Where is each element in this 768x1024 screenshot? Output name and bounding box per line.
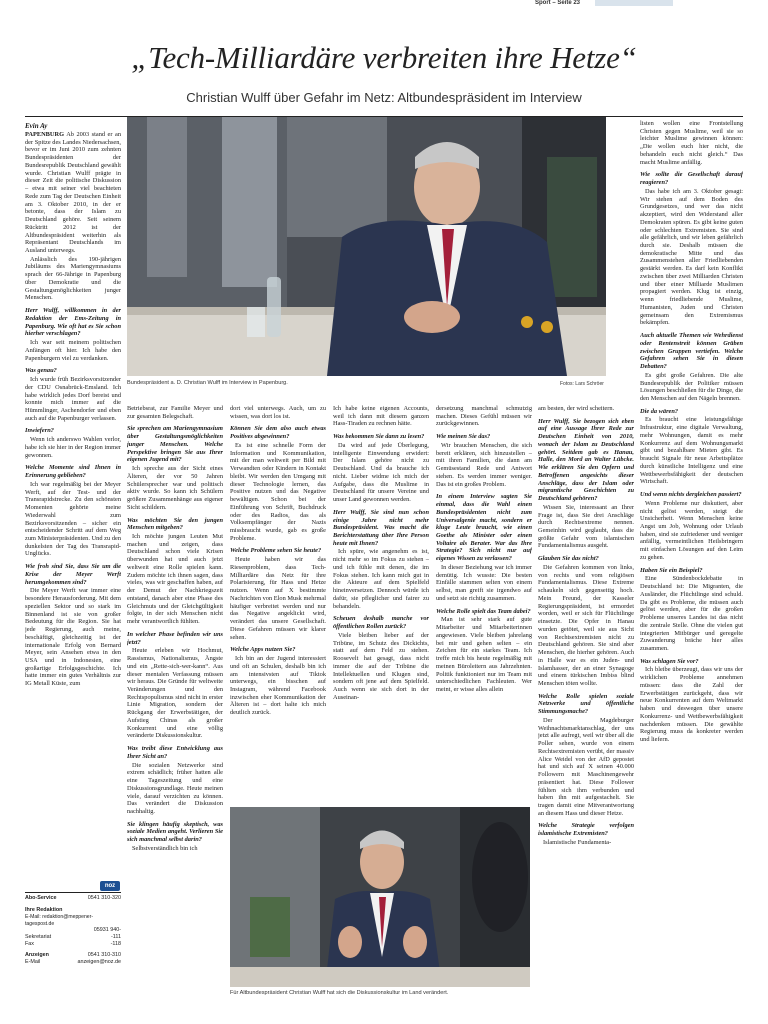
question: Herr Wulff, Sie sind nun schon einige Jahre nicht mehr Bundespräsident. Was macht die Berichterstattung über Ihre Person heute mit Ihnen?: [333, 508, 429, 547]
author-byline: Evin Ay: [25, 122, 48, 130]
question: Auch aktuelle Themen wie Wehrdienst oder Rentenstreit können Gräben zwischen Gruppen vertiefen. Welche Gefahren sehen Sie in diesen Debatten?: [640, 332, 743, 371]
question: Welche Apps nutzen Sie?: [230, 646, 296, 654]
question: Welche Probleme sehen Sie heute?: [230, 547, 322, 555]
question: Welche Rolle spielt das Team dabei?: [436, 607, 531, 615]
question: Scheuen deshalb manche vor öffentlichen Rollen zurück?: [333, 615, 429, 631]
question: Wie froh sind Sie, dass Sie um die Krise der Meyer Werft herumgekommen sind?: [25, 563, 121, 586]
photo1-caption: Bundespräsident a. D. Christian Wulff im Interview in Papenburg.: [127, 380, 288, 386]
headline: „Tech-Milliardäre verbreiten ihre Hetze“: [131, 40, 637, 75]
question: Herr Wulff, Sie bezogen sich eben auf eine Aussage Ihrer Rede zur Deutschen Einheit von 2010, wonach der Islam zu Deutschland gehört. Seitdem gab es Hanau, Halle, den Mord an Walter Lübcke. Wie erklären Sie den Opfern und Betroffenen angesichts dieser Anschläge, dass der Islam oder migrantische Geschichten zu Deutschland gehören?: [538, 417, 634, 503]
service-box: Abo-Service 0541 310-320 Ihre Redaktion E-Mail: redaktion@meppener-tagespost.de 05931 940- Sekretariat -111 Fax -118 Anzeigen 0541 310-310 E-Mail anzeigen@noz.de: [25, 895, 121, 966]
dateline: PAPENBURG: [25, 131, 65, 138]
question: Was möchten Sie den jungen Menschen mitgeben?: [127, 516, 223, 532]
interview-photo-second: [230, 807, 530, 987]
question: Was bekommen Sie dann zu lesen?: [333, 433, 425, 441]
question: Wie meinen Sie das?: [436, 433, 491, 441]
article-column-2: Betriebsrat, zur Familie Meyer und zur gesamten Belegschaft. Sie sprechen am Mariengymnasium über Gestaltungsmöglichkeiten junger Menschen. Welche Perspektive bringen Sie aus Ihrer eigenen Jugend mit? Ich spreche aus der Sicht eines Älteren, der vor 50 Jahren Schülersprecher war und politisch aktiv wurde. So kann ich Schülern größere Zusammenhänge aus eigener Sicht schildern. Was möchten Sie den jungen Menschen mitgeben? Ich möchte jungen Leuten Mut machen und zeigen, dass Deutschland schon viele Krisen überwunden hat und auch jetzt weltweit eine Rolle spielen kann. Zudem möchte ich ihnen sagen, dass vieles, was wir geschaffen haben, auf der Demut der Nachkriegszeit entstand, danach aber eine Phase des Gleichmuts und der Gleichgültigkeit folgte, in der sich Menschen nicht mehr verantwortlich fühlten. In welcher Phase befinden wir uns jetzt? Heute erleben wir Hochmut, Rassismus, Nationalismus, Ängste und ein „Rette-sich-wer-kann“. Aus dieser mentalen Verfassung müssen wir heraus. Die Gründe für weltweite Veränderungen und den Rechtspopulismus sind nicht in erster Linie Migration, sondern der Rückgang der Erwerbstätigen, der Aufstieg Chinas als großer Konkurrent und eine völlig veränderte Diskussionskultur. Was treibt diese Entwicklung aus Ihrer Sicht an? Die sozialen Netzwerke sind extrem schädlich; früher hatten alle eine Tageszeitung und eine Diskussionsgrundlage. Heute meinen viele, darauf verzichten zu können. Das verändert die Diskussion nachhaltig. Sie klingen häufig skeptisch, was soziale Medien angeht. Verlieren Sie sich manchmal selbst darin? Selbstverständlich bin ich: [127, 405, 223, 852]
photo2-caption: Für Altbundespräsident Christian Wulff hat sich die Diskussionskultur im Land verändert.: [230, 990, 449, 996]
question: Welche Rolle spielen soziale Netzwerke und öffentliche Stimmungsmache?: [538, 692, 634, 716]
section-label: Sport – Seite 23: [535, 0, 581, 6]
question: In welcher Phase befinden wir uns jetzt?: [127, 630, 223, 646]
question: Sie sprechen am Mariengymnasium über Gestaltungsmöglichkeiten junger Menschen. Welche Perspektive bringen Sie aus Ihrer eigenen Jugend mit?: [127, 425, 223, 464]
interview-photo-main: [127, 117, 606, 376]
article-column-3: dort viel unterwegs. Auch, um zu wissen, was dort los ist. Können Sie dem also auch etwas Positives abgewinnen? Es ist eine schnelle Form der Information und Kommunikation, mit der man weltweit per Bild mit Verwandten oder Kindern in Kontakt bleibt. Wir werden den Umgang mit dieser Technologie lernen, das Positive nutzen und das Negative bewältigen. Schon bei der Einführung von Schrift, Buchdruck oder des Radios, das als Volksempfänger der Nazis missbraucht wurde, gab es große Probleme. Welche Probleme sehen Sie heute? Heute haben wir das Riesenproblem, dass Tech-Milliardäre das Netz für ihre Polarisierung, für Hass und Hetze nutzen. Wenn auf X bestimmte Nachrichten von Elon Musk mehrmal häufiger verbreitet werden und nur das Negative angeklickt wird, verändert das unsere Gesellschaft. Diese Gefahren müssen wir klarer sehen. Welche Apps nutzen Sie? Ich bin an der Jugend interessiert und oft an Schulen, deshalb bin ich am intensivsten auf Tiktok unterwegs, ein bisschen auf Instagram, während Facebook inzwischen eher Kommunikation der Älteren ist – dort halte ich mich deutlich zurück.: [230, 405, 326, 717]
question: Und wenn nichts dergleichen passiert?: [640, 491, 742, 499]
question: Was genau?: [25, 367, 57, 375]
article-column-6: am besten, der wird scheitern. Herr Wulff, Sie bezogen sich eben auf eine Aussage Ihrer Rede zur Deutschen Einheit von 2010, wonach der Islam zu Deutschland gehört. Seitdem gab es Hanau, Halle, den Mord an Walter Lübcke. Wie erklären Sie den Opfern und Betroffenen angesichts dieser Anschläge, dass der Islam oder migrantische Geschichten zu Deutschland gehören? Wissen Sie, interessant an Ihrer Frage ist, dass Sie drei Anschläge durch Rechtsextreme nennen. Gemeinhin wird geglaubt, dass die größte Gefahr vom islamischen Fundamentalismus ausgeht. Glauben Sie das nicht? Die Gefahren kommen von links, von rechts und vom religiösen Fundamentalismus. Diese Extreme schaukeln sich gegenseitig hoch. Mein Freund, der Kasseler Regierungspräsident, ist ermordet worden, weil er sich für Flüchtlinge einsetzte. Die Opfer in Hanau wurden getötet, weil sie aus Sicht von Rechtsextremisten nicht zu Deutschland gehören. Sie sind aber Menschen, die hierher gehören. Auch in Halle war es ein Juden- und Islamhasser, der an einer Synagoge und einem türkischen Imbiss blind Menschen töten wollte. Welche Rolle spielen soziale Netzwerke und öffentliche Stimmungsmache? Der Magdeburger Weihnachtsmarktanschlag, der uns jetzt alle aufregt, weil wir über all die Poller sehen, wurde von einem Rechtsextremisten verübt, der massiv Alice Weidel von der AfD gepostet hat und sich auf X seinen 40.000 Followern mit Maschinengewehr präsentiert hat. Diese Follower fühlten sich ihm verbunden und haben ihn mit aufgestachelt. Sie tragen damit eine Mitverantwortung an diesem Hass und dieser Hetze. Welche Strategie verfolgen islamistische Extremisten? Islamistische Fundamenta-: [538, 405, 634, 846]
redaktion-email[interactable]: E-Mail: redaktion@meppener-tagespost.de: [25, 914, 94, 927]
article-column-7: listen wollen eine Frontstellung Christen gegen Muslime, weil sie so leichter Muslime gewinnen können: „Die wollen euch hier nicht, die behandeln euch nicht gleich.“ Das macht Muslime anfällig. Wie sollte die Gesellschaft darauf reagieren? Das habe ich am 3. Oktober gesagt: Wir stehen auf dem Boden des Grundgesetzes, und wer das nicht akzeptiert, wird den Widerstand aller Demokraten spüren. Es gibt keine guten oder schlechten Extremisten. Sie sind alle gefährlich, und wir leben gefährlich durch sie. Deshalb müssen die demokratische Mitte und das Zusammenstehen aller Friedliebenden gestärkt werden. Es darf kein Konflikt zwischen über zwei Milliarden Christen und über einer Milliarde Muslimen propagiert werden. Klug ist einzig, wenn friedliebende Muslime, Humanisten, Juden und Christen gemeinsam den Extremismus bekämpfen. Auch aktuelle Themen wie Wehrdienst oder Rentenstreit können Gräben zwischen Gruppen vertiefen. Welche Gefahren sehen Sie in diesen Debatten? Es gibt große Gefahren. Die alte Bundesrepublik der Politiker müssen Lösungen beschließen für die Dinge, die den Menschen auf den Nägeln brennen. Die da wären? Es braucht eine leistungsfähige Infrastruktur, eine digitale Verwaltung, mehr Wohnungen, damit es mehr Konkurrenz auf dem Wohnungsmarkt gibt und bezahlbare Mieten gibt. Es braucht Signale für neue Arbeitsplätze durch künstliche Intelligenz und eine Wettbewerbsfähigkeit der deutschen Wirtschaft. Und wenn nichts dergleichen passiert? Wenn Probleme nur diskutiert, aber nicht gelöst werden, steigt die Unsicherheit. Wenn Menschen keine Angst um Job, Wohnung oder Urlaub haben, sind sie zufriedener und weniger anfällig, vermeintlichen Heilsbringern mit einfachen Lösungen auf den Leim zu gehen. Haben Sie ein Beispiel? Eine Sündenbockdebatte in Deutschland ist: Die Migranten, die Ausländer, die Flüchtlinge sind schuld. Da gibt es Probleme, die müssen auch gelöst werden, aber für die großen Probleme unseres Landes ist das nicht die zentrale Stelle. Ohne die vielen gut integrierten Mitbürger und geregelte Zuwanderung bräche hier alles zusammen. Was schlagen Sie vor? Ich bleibe überzeugt, dass wir uns der wirklichen Probleme annehmen müssen: dass die Zahl der Erwerbstätigen zurückgeht, dass wir neue Konkurrenten auf dem Weltmarkt haben und deswegen über unsere Konkurrenz- und Wettbewerbsfähigkeit nachdenken müssen. Die gewählte Regierung muss da konkreter werden und liefern.: [640, 120, 743, 744]
question: Was treibt diese Entwicklung aus Ihrer Sicht an?: [127, 745, 223, 760]
question: Inwiefern?: [25, 427, 54, 435]
service-box-top-rule: [25, 892, 121, 893]
question: Glauben Sie das nicht?: [538, 555, 599, 563]
photo1-credit: Fotos: Lars Schröer: [560, 381, 604, 387]
question: In einem Interview sagten Sie einmal, dass die Wahl einen Bundespräsidenten nicht zum Universalgenie macht, sondern er kluge Leute braucht, wie einen Goethe als Minister oder einen Voltaire als Berater. War das Ihre Strategie? Sich nicht nur auf eigenes Wissen zu verlassen?: [436, 493, 532, 563]
noz-logo: noz: [100, 881, 120, 891]
article-column-5: dersetzung manchmal schmutzig machen. Dieses Gefühl müssen wir zurückgewinnen. Wie meinen Sie das? Wir brauchen Menschen, die sich bereit erklären, sich hinzustellen – mit ihren Familien, die dann am Gemüsestand Rede und Antwort stehen. Es werden immer weniger. Das ist ein großes Problem. In einem Interview sagten Sie einmal, dass die Wahl einen Bundespräsidenten nicht zum Universalgenie macht, sondern er kluge Leute braucht, wie einen Goethe als Minister oder einen Voltaire als Berater. War das Ihre Strategie? Sich nicht nur auf eigenes Wissen zu verlassen? In dieser Beziehung war ich immer demütig. Ich wusste: Die besten Einfälle stammen selten von einem selbst, man greift sie irgendwo auf und setzt sie richtig zusammen. Welche Rolle spielt das Team dabei? Man ist sehr stark auf gute Mitarbeiter und Mitarbeiterinnen angewiesen. Viele bleiben jahrelang bei mir und gehen selten – ein Zeichen für ein starkes Team. Ich treffe mich bis heute regelmäßig mit meinen Büroleitern aus Jahrzehnten. Politik funktioniert nur im Team mit unterschiedlichen Fachleuten. Wer meint, er wisse alles allein: [436, 405, 532, 693]
question: Wie sollte die Gesellschaft darauf reagieren?: [640, 171, 743, 187]
subheadline: Christian Wulff über Gefahr im Netz: Altbundespräsident im Interview: [186, 90, 582, 105]
question: Welche Momente sind Ihnen in Erinnerung geblieben?: [25, 464, 121, 480]
question: Was schlagen Sie vor?: [640, 657, 699, 665]
article-column-4: Ich habe keine eigenen Accounts, weil ich dann mit diesem ganzen Hass-Tiraden zu rechnen hätte. Was bekommen Sie dann zu lesen? Da wird auf jede Überlegung, intelligente Einwendung erwidert: Der Islam gehöre nicht zu Deutschland. Und da brauche ich nicht. Lieber widme ich mich der Aufgabe, dass die Muslime in Deutschland für unsere Vereine und unser Land gewonnen werden. Herr Wulff, Sie sind nun schon einige Jahre nicht mehr Bundespräsident. Was macht die Berichterstattung über Ihre Person heute mit Ihnen? Ich spüre, wie angenehm es ist, nicht mehr so im Fokus zu stehen – und ich fühle mit denen, die im Fokus stehen. Ich kann mich gut in die Akteure auf dem Spielfeld hineinversetzen. Dennoch würde ich dafür, sie pfleglicher und fairer zu behandeln. Scheuen deshalb manche vor öffentlichen Rollen zurück? Viele bleiben lieber auf der Tribüne, im Schutz des Dickichts, statt auf dem Feld zu stehen. Roosevelt hat gesagt, dass nicht immer die auf der Tribüne die Intellektuellen und Klugen sind, sondern oft jene auf dem Spielfeld. Auch wenn sie sich dort in der Auseinan-: [333, 405, 429, 701]
question: Welche Strategie verfolgen islamistische Extremisten?: [538, 822, 634, 838]
question: Haben Sie ein Beispiel?: [640, 566, 703, 574]
question: Die da wären?: [640, 407, 679, 415]
anzeigen-email[interactable]: anzeigen@noz.de: [77, 959, 121, 966]
question: Herr Wulff, willkommen in der Redaktion der Ems-Zeitung in Papenburg. Wie oft hat es Sie schon hierher verschlagen?: [25, 307, 121, 338]
article-column-1: PAPENBURG Ab 2003 stand er an der Spitze des Landes Niedersachsen, bevor er im Juni 2010 zum zehnten Bundespräsidenten der Bundesrepublik Deutschland gewählt wurde. Christian Wulff prägte in dieser Zeit die politische Diskussion – etwa mit seiner viel beachteten Rede zum Tag der Deutschen Einheit am 3. Oktober 2010, in der er betonte, dass der Islam zu Deutschland gehöre. Seit seinem Rücktritt 2012 ist der Altbundespräsident weiterhin als Repräsentant Deutschlands im Ausland unterwegs. Anlässlich des 190-jährigen Jubiläums des Mariengymnasiums sprach der 66-Jährige in Papenburg über Demokratie und die Gestaltungsmöglichkeiten junger Menschen. Herr Wulff, willkommen in der Redaktion der Ems-Zeitung in Papenburg. Wie oft hat es Sie schon hierher verschlagen? Ich war seit meinem politischen Anfängen oft hier. Ich habe den Papenburgern viel zu verdanken. Was genau? Ich wurde früh Bezirksvorsitzender der CDU Osnabrück-Emsland. Ich habe wirklich jedes Dorf bereist und konnte mich immer auf die Hümmlinger, Aschendorfer und eben auch auf die Papenburger verlassen. Inwiefern? Wenn ich anderswo Wahlen verlor, habe ich sie hier in der Region immer gewonnen. Welche Momente sind Ihnen in Erinnerung geblieben? Ich war regelmäßig bei der Meyer Werft, auf der Test- und der Transrapidstrecke. Zu den schönsten Momenten gehörte meine Wiederwahl zum Bezirksvorsitzenden – sicher ein entscheidender Schritt auf dem Weg zum Ministerpräsidenten. Und zu den dunkelsten der Tag des Transrapid-Unglücks. Wie froh sind Sie, dass Sie um die Krise der Meyer Werft herumgekommen sind? Die Meyer Werft war immer eine besondere Herausforderung. Mit dem speziellen Sektor und so stark im Binnenland ist sie von großer Bedeutung für die Region. Sie hat jede Regierung, auch meine, beschäftigt, gleichzeitig ist der internationale Erfolg von Bernard Meyer, sein Ansehen etwa in den USA und in Indonesien, eine großartige Erfolgsgeschichte. Ich hatte immer ein gutes Verhältnis zur IG Metall Küste, zum: [25, 131, 121, 688]
question: Sie klingen häufig skeptisch, was soziale Medien angeht. Verlieren Sie sich manchmal selbst darin?: [127, 820, 223, 844]
question: Können Sie dem also auch etwas Positives abgewinnen?: [230, 425, 326, 441]
header-teaser-box: [595, 0, 673, 6]
